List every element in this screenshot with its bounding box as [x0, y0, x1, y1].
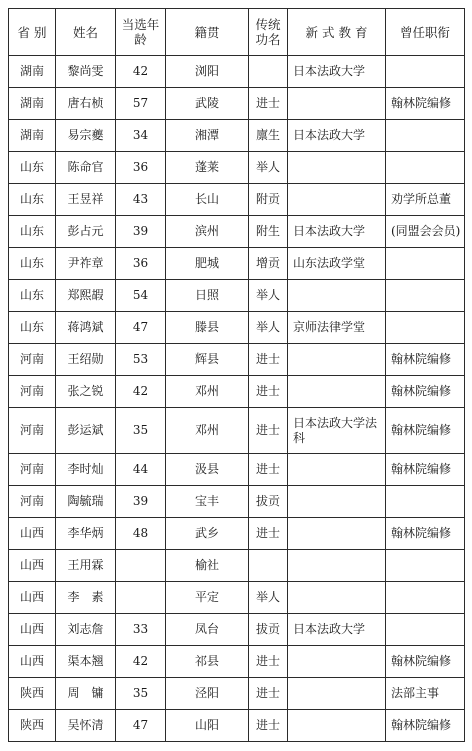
degree-cell: 进士	[249, 376, 288, 408]
age-cell: 44	[116, 454, 166, 486]
name-cell: 郑熙嘏	[56, 280, 116, 312]
native-place-cell: 肥城	[166, 248, 249, 280]
table-row	[9, 312, 465, 344]
education-cell	[288, 184, 386, 216]
province-cell: 河南	[9, 408, 56, 454]
post-cell	[386, 56, 465, 88]
native-place-cell: 邓州	[166, 376, 249, 408]
name-cell: 黎尚雯	[56, 56, 116, 88]
native-place-cell: 滨州	[166, 216, 249, 248]
header-province: 省 别	[9, 9, 56, 56]
post-cell	[386, 312, 465, 344]
table-row	[9, 184, 465, 216]
age-cell: 42	[116, 646, 166, 678]
province-cell: 山东	[9, 184, 56, 216]
table-row	[9, 408, 465, 454]
table-row	[9, 280, 465, 312]
name-cell: 尹祚章	[56, 248, 116, 280]
degree-cell: 进士	[249, 88, 288, 120]
name-cell: 陈命官	[56, 152, 116, 184]
education-cell: 日本法政大学法科	[288, 408, 386, 454]
native-place-cell: 祁县	[166, 646, 249, 678]
province-cell: 湖南	[9, 120, 56, 152]
degree-cell	[249, 550, 288, 582]
degree-cell: 举人	[249, 280, 288, 312]
post-cell: 翰林院编修	[386, 710, 465, 742]
province-cell: 山西	[9, 646, 56, 678]
native-place-cell: 汲县	[166, 454, 249, 486]
native-place-cell: 日照	[166, 280, 249, 312]
name-cell: 张之锐	[56, 376, 116, 408]
post-cell: 翰林院编修	[386, 376, 465, 408]
table-row	[9, 376, 465, 408]
education-cell	[288, 152, 386, 184]
degree-cell: 进士	[249, 518, 288, 550]
province-cell: 山东	[9, 280, 56, 312]
education-cell: 日本法政大学	[288, 216, 386, 248]
native-place-cell: 泾阳	[166, 678, 249, 710]
education-cell	[288, 550, 386, 582]
education-cell: 京师法律学堂	[288, 312, 386, 344]
age-cell: 36	[116, 248, 166, 280]
name-cell: 易宗夔	[56, 120, 116, 152]
native-place-cell: 山阳	[166, 710, 249, 742]
degree-cell: 拔贡	[249, 486, 288, 518]
degree-cell	[249, 56, 288, 88]
education-cell: 日本法政大学	[288, 120, 386, 152]
native-place-cell: 宝丰	[166, 486, 249, 518]
education-cell	[288, 518, 386, 550]
native-place-cell: 湘潭	[166, 120, 249, 152]
name-cell: 吴怀清	[56, 710, 116, 742]
table-row	[9, 152, 465, 184]
post-cell: (同盟会会员)	[386, 216, 465, 248]
name-cell: 王绍勋	[56, 344, 116, 376]
table-row	[9, 120, 465, 152]
age-cell: 48	[116, 518, 166, 550]
table-row	[9, 614, 465, 646]
header-former-post: 曾任职衔	[386, 9, 465, 56]
education-cell	[288, 454, 386, 486]
province-cell: 河南	[9, 486, 56, 518]
post-cell	[386, 582, 465, 614]
education-cell	[288, 88, 386, 120]
education-cell	[288, 646, 386, 678]
province-cell: 湖南	[9, 88, 56, 120]
table-header-row	[9, 9, 465, 56]
post-cell	[386, 550, 465, 582]
degree-cell: 廪生	[249, 120, 288, 152]
name-cell: 陶毓瑞	[56, 486, 116, 518]
education-cell	[288, 280, 386, 312]
education-cell	[288, 678, 386, 710]
native-place-cell: 平定	[166, 582, 249, 614]
age-cell: 53	[116, 344, 166, 376]
name-cell: 王昱祥	[56, 184, 116, 216]
age-cell: 39	[116, 486, 166, 518]
province-cell: 山东	[9, 248, 56, 280]
header-age: 当选年龄	[116, 9, 166, 56]
native-place-cell: 辉县	[166, 344, 249, 376]
age-cell: 47	[116, 710, 166, 742]
age-cell: 34	[116, 120, 166, 152]
age-cell: 35	[116, 678, 166, 710]
age-cell: 54	[116, 280, 166, 312]
name-cell: 刘志詹	[56, 614, 116, 646]
table-row	[9, 678, 465, 710]
native-place-cell: 浏阳	[166, 56, 249, 88]
education-cell: 日本法政大学	[288, 614, 386, 646]
post-cell: 翰林院编修	[386, 518, 465, 550]
header-modern-education: 新 式 教 育	[288, 9, 386, 56]
name-cell: 渠本翘	[56, 646, 116, 678]
header-name: 姓名	[56, 9, 116, 56]
degree-cell: 进士	[249, 408, 288, 454]
degree-cell: 进士	[249, 646, 288, 678]
province-cell: 河南	[9, 344, 56, 376]
table-body	[9, 56, 465, 742]
post-cell: 翰林院编修	[386, 646, 465, 678]
degree-cell: 举人	[249, 582, 288, 614]
age-cell: 42	[116, 376, 166, 408]
degree-cell: 拔贡	[249, 614, 288, 646]
name-cell: 唐右桢	[56, 88, 116, 120]
name-cell: 彭运斌	[56, 408, 116, 454]
education-cell	[288, 376, 386, 408]
native-place-cell: 邓州	[166, 408, 249, 454]
degree-cell: 举人	[249, 152, 288, 184]
degree-cell: 举人	[249, 312, 288, 344]
name-cell: 王用霖	[56, 550, 116, 582]
age-cell: 39	[116, 216, 166, 248]
table-row	[9, 710, 465, 742]
degree-cell: 进士	[249, 454, 288, 486]
education-cell	[288, 344, 386, 376]
age-cell: 42	[116, 56, 166, 88]
age-cell	[116, 550, 166, 582]
members-table	[8, 8, 465, 742]
table-row	[9, 344, 465, 376]
post-cell	[386, 248, 465, 280]
age-cell: 36	[116, 152, 166, 184]
native-place-cell: 武乡	[166, 518, 249, 550]
degree-cell: 进士	[249, 710, 288, 742]
native-place-cell: 榆社	[166, 550, 249, 582]
degree-cell: 附贡	[249, 184, 288, 216]
header-native-place: 籍贯	[166, 9, 249, 56]
province-cell: 山西	[9, 518, 56, 550]
name-cell: 周 镛	[56, 678, 116, 710]
native-place-cell: 长山	[166, 184, 249, 216]
table-row	[9, 216, 465, 248]
province-cell: 山西	[9, 614, 56, 646]
province-cell: 陕西	[9, 710, 56, 742]
degree-cell: 进士	[249, 344, 288, 376]
age-cell: 43	[116, 184, 166, 216]
native-place-cell: 凤台	[166, 614, 249, 646]
table-row	[9, 56, 465, 88]
post-cell: 翰林院编修	[386, 454, 465, 486]
table-row	[9, 518, 465, 550]
province-cell: 河南	[9, 454, 56, 486]
name-cell: 李华炳	[56, 518, 116, 550]
province-cell: 陕西	[9, 678, 56, 710]
degree-cell: 进士	[249, 678, 288, 710]
post-cell	[386, 486, 465, 518]
education-cell	[288, 486, 386, 518]
name-cell: 李 素	[56, 582, 116, 614]
post-cell	[386, 280, 465, 312]
education-cell: 日本法政大学	[288, 56, 386, 88]
name-cell: 蒋鸿斌	[56, 312, 116, 344]
province-cell: 河南	[9, 376, 56, 408]
post-cell: 法部主事	[386, 678, 465, 710]
post-cell: 翰林院编修	[386, 344, 465, 376]
post-cell	[386, 120, 465, 152]
post-cell: 翰林院编修	[386, 408, 465, 454]
province-cell: 山东	[9, 216, 56, 248]
province-cell: 山西	[9, 582, 56, 614]
name-cell: 彭占元	[56, 216, 116, 248]
age-cell: 57	[116, 88, 166, 120]
age-cell	[116, 582, 166, 614]
age-cell: 33	[116, 614, 166, 646]
post-cell: 翰林院编修	[386, 88, 465, 120]
province-cell: 山东	[9, 152, 56, 184]
native-place-cell: 武陵	[166, 88, 249, 120]
post-cell: 劝学所总董	[386, 184, 465, 216]
province-cell: 山东	[9, 312, 56, 344]
age-cell: 35	[116, 408, 166, 454]
table-row	[9, 454, 465, 486]
province-cell: 湖南	[9, 56, 56, 88]
degree-cell: 附生	[249, 216, 288, 248]
province-cell: 山西	[9, 550, 56, 582]
header-traditional-degree: 传统功名	[249, 9, 288, 56]
table-row	[9, 248, 465, 280]
table-row	[9, 646, 465, 678]
table-row	[9, 88, 465, 120]
native-place-cell: 滕县	[166, 312, 249, 344]
table-row	[9, 486, 465, 518]
education-cell	[288, 582, 386, 614]
table-row	[9, 582, 465, 614]
education-cell: 山东法政学堂	[288, 248, 386, 280]
table-row	[9, 550, 465, 582]
native-place-cell: 蓬莱	[166, 152, 249, 184]
post-cell	[386, 152, 465, 184]
degree-cell: 增贡	[249, 248, 288, 280]
age-cell: 47	[116, 312, 166, 344]
name-cell: 李时灿	[56, 454, 116, 486]
education-cell	[288, 710, 386, 742]
post-cell	[386, 614, 465, 646]
